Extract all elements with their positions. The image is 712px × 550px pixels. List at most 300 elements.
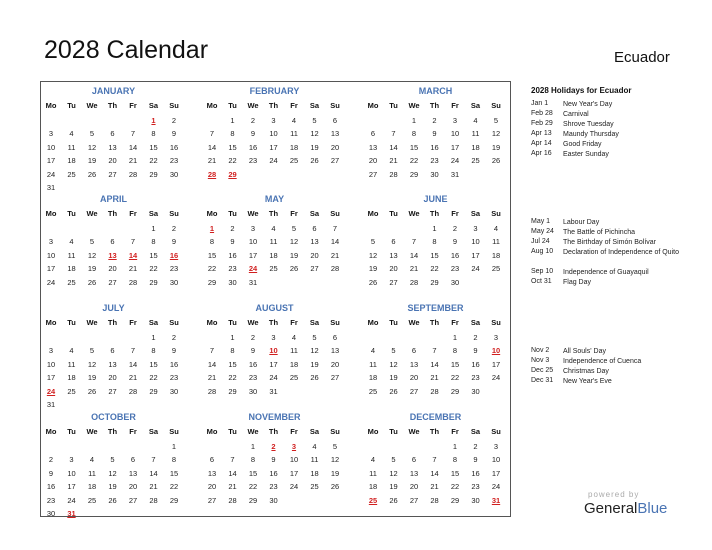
day-cell: 20 <box>409 482 419 492</box>
day-cell: 21 <box>389 156 398 166</box>
day-cell: 6 <box>370 129 376 139</box>
weekday-header: Su <box>169 209 179 218</box>
day-cell: 23 <box>248 156 258 166</box>
day-cell: 3 <box>452 116 458 125</box>
weekday-header: Su <box>330 101 340 110</box>
day-cell: 10 <box>471 237 480 247</box>
day-cell: 4 <box>271 224 276 233</box>
day-cell: 1 <box>151 333 156 342</box>
day-cell: 20 <box>368 156 378 166</box>
day-cell: 12 <box>108 468 117 478</box>
holiday-date: Sep 10 <box>531 268 554 275</box>
day-cell: 22 <box>149 264 158 274</box>
day-cell: 7 <box>130 237 136 247</box>
day-cell: 4 <box>291 116 297 125</box>
weekday-header: Mo <box>367 101 379 110</box>
day-cell: 7 <box>209 346 215 356</box>
day-cell: 18 <box>368 482 378 492</box>
day-cell: 24 <box>269 156 278 166</box>
day-cell: 22 <box>430 264 439 274</box>
month-name: AUGUST <box>255 303 294 313</box>
holiday-date: Dec 25 <box>531 367 554 374</box>
day-cell: 29 <box>169 495 179 505</box>
weekday-header: Tu <box>228 427 237 436</box>
day-cell: 19 <box>87 156 97 166</box>
weekday-header: We <box>86 318 98 327</box>
day-cell: 4 <box>473 116 478 125</box>
day-cell: 7 <box>209 129 215 139</box>
day-cell: 27 <box>108 277 117 287</box>
day-cell: 19 <box>330 468 340 478</box>
day-cell: 22 <box>248 482 258 492</box>
day-cell: 22 <box>169 482 179 492</box>
day-cell: 2 <box>171 333 177 342</box>
day-cell: 17 <box>46 264 56 274</box>
day-cell: 11 <box>67 359 76 369</box>
day-cell: 7 <box>411 237 417 247</box>
day-cell: 19 <box>368 264 378 274</box>
day-cell: 14 <box>207 142 217 152</box>
day-cell: 23 <box>248 373 258 383</box>
holiday-date: Nov 3 <box>531 357 550 364</box>
day-cell: 18 <box>269 250 278 260</box>
day-cell: 16 <box>248 142 258 152</box>
day-cell: 26 <box>87 169 97 179</box>
month-name: NOVEMBER <box>248 412 301 422</box>
weekday-header: Sa <box>148 318 159 327</box>
day-cell: 20 <box>128 482 138 492</box>
weekday-header: Fr <box>451 101 459 110</box>
day-cell: 13 <box>330 129 340 139</box>
day-cell: 10 <box>46 359 56 369</box>
month-december <box>363 412 508 517</box>
weekday-header: Su <box>330 209 340 218</box>
day-cell: 26 <box>389 386 398 396</box>
day-cell: 16 <box>228 250 237 260</box>
day-cell: 4 <box>370 455 376 465</box>
weekday-header: Fr <box>129 101 137 110</box>
day-cell: 4 <box>370 346 376 356</box>
weekday-header: Tu <box>67 318 76 327</box>
day-cell: 27 <box>409 495 419 505</box>
day-cell: 2 <box>48 455 54 465</box>
day-cell: 15 <box>207 250 217 260</box>
day-cell: 26 <box>289 264 299 274</box>
day-cell: 30 <box>430 169 439 179</box>
weekday-header: Sa <box>148 427 159 436</box>
day-cell: 26 <box>310 156 319 166</box>
day-cell: 17 <box>67 482 76 492</box>
weekday-header: We <box>247 427 259 436</box>
day-cell: 10 <box>289 455 299 465</box>
page-title: 2028 Calendar <box>44 36 209 64</box>
month-name: OCTOBER <box>91 412 136 422</box>
day-cell: 6 <box>209 455 215 465</box>
day-cell: 27 <box>330 373 340 383</box>
weekday-header: Sa <box>148 101 159 110</box>
holiday-day: 14 <box>128 250 138 260</box>
weekday-header: Sa <box>470 427 481 436</box>
day-cell: 26 <box>87 277 97 287</box>
weekday-header: We <box>408 427 420 436</box>
day-cell: 5 <box>110 455 115 465</box>
day-cell: 25 <box>491 264 501 274</box>
day-cell: 9 <box>171 129 177 139</box>
day-cell: 20 <box>108 156 117 166</box>
holiday-date: Feb 28 <box>531 110 553 117</box>
weekday-header: Fr <box>451 209 459 218</box>
weekday-header: Su <box>169 427 179 436</box>
day-cell: 4 <box>493 224 499 233</box>
day-cell: 19 <box>289 250 299 260</box>
weekday-header: Fr <box>290 101 298 110</box>
weekday-header: Fr <box>290 209 298 218</box>
day-cell: 6 <box>110 346 115 356</box>
day-cell: 7 <box>130 346 136 356</box>
weekday-header: Su <box>169 101 179 110</box>
weekday-header: Mo <box>206 101 218 110</box>
day-cell: 4 <box>312 442 317 451</box>
day-cell: 2 <box>230 224 235 233</box>
weekday-header: Su <box>491 209 501 218</box>
day-cell: 3 <box>271 116 276 125</box>
day-cell: 17 <box>46 373 56 383</box>
day-cell: 23 <box>228 264 237 274</box>
day-cell: 19 <box>310 142 319 152</box>
holiday-date: Apr 14 <box>531 140 552 147</box>
day-cell: 1 <box>151 224 156 233</box>
day-cell: 18 <box>289 142 299 152</box>
holidays-title: 2028 Holidays for Ecuador <box>531 86 632 95</box>
day-cell: 25 <box>471 156 480 166</box>
day-cell: 15 <box>409 142 419 152</box>
day-cell: 29 <box>207 277 217 287</box>
day-cell: 12 <box>87 359 97 369</box>
day-cell: 9 <box>271 455 276 465</box>
day-cell: 30 <box>169 169 179 179</box>
day-cell: 13 <box>389 250 398 260</box>
month-name: APRIL <box>100 194 127 204</box>
day-cell: 21 <box>128 156 138 166</box>
day-cell: 30 <box>269 495 278 505</box>
day-cell: 7 <box>432 455 437 465</box>
day-cell: 5 <box>493 116 499 125</box>
day-cell: 18 <box>289 359 299 369</box>
weekday-header: Sa <box>470 209 481 218</box>
weekday-header: We <box>408 101 420 110</box>
day-cell: 28 <box>128 277 138 287</box>
weekday-header: Th <box>429 209 440 218</box>
weekday-header: Tu <box>228 318 237 327</box>
holiday-date: Aug 10 <box>531 248 554 255</box>
holiday-name: Easter Sunday <box>563 151 609 158</box>
month-may <box>202 194 347 299</box>
day-cell: 9 <box>230 237 235 247</box>
holiday-date: Nov 2 <box>531 347 550 354</box>
day-cell: 23 <box>269 482 278 492</box>
holiday-name: New Year's Day <box>563 101 613 108</box>
day-cell: 1 <box>411 116 417 125</box>
day-cell: 18 <box>67 156 76 166</box>
day-cell: 13 <box>368 142 378 152</box>
brand-blue: Blue <box>637 500 668 517</box>
day-cell: 27 <box>310 264 319 274</box>
day-cell: 5 <box>291 224 297 233</box>
day-cell: 31 <box>269 386 278 396</box>
weekday-header: We <box>408 209 420 218</box>
day-cell: 13 <box>310 237 319 247</box>
day-cell: 5 <box>391 455 396 465</box>
day-cell: 1 <box>432 224 437 233</box>
day-cell: 19 <box>389 373 398 383</box>
weekday-header: Mo <box>206 427 218 436</box>
weekday-header: Mo <box>45 209 57 218</box>
holiday-day: 28 <box>207 169 217 179</box>
day-cell: 14 <box>228 468 237 478</box>
day-cell: 23 <box>450 264 460 274</box>
day-cell: 10 <box>269 129 278 139</box>
day-cell: 23 <box>169 264 179 274</box>
day-cell: 6 <box>411 346 417 356</box>
holiday-date: Jul 24 <box>531 238 550 245</box>
day-cell: 18 <box>491 250 501 260</box>
day-cell: 22 <box>149 373 158 383</box>
month-july <box>41 303 186 408</box>
day-cell: 7 <box>432 346 437 356</box>
day-cell: 3 <box>473 224 478 233</box>
day-cell: 8 <box>209 237 215 247</box>
weekday-header: Th <box>429 318 440 327</box>
day-cell: 29 <box>430 277 439 287</box>
day-cell: 9 <box>250 129 256 139</box>
weekday-header: Fr <box>290 427 298 436</box>
holiday-day: 1 <box>209 224 215 233</box>
weekday-header: Fr <box>451 427 459 436</box>
day-cell: 24 <box>471 264 480 274</box>
weekday-header: We <box>86 101 98 110</box>
day-cell: 12 <box>310 129 319 139</box>
day-cell: 20 <box>108 373 117 383</box>
day-cell: 11 <box>67 142 76 152</box>
holiday-day: 24 <box>46 386 56 396</box>
holiday-name: Declaration of Independence of Quito <box>563 249 679 256</box>
day-cell: 13 <box>108 359 117 369</box>
day-cell: 10 <box>46 142 56 152</box>
day-cell: 31 <box>248 277 258 287</box>
day-cell: 16 <box>450 250 460 260</box>
day-cell: 23 <box>46 495 56 505</box>
day-cell: 25 <box>289 156 299 166</box>
day-cell: 28 <box>389 169 398 179</box>
day-cell: 20 <box>330 359 340 369</box>
weekday-header: Tu <box>389 427 398 436</box>
day-cell: 22 <box>450 373 460 383</box>
holiday-day: 3 <box>291 442 297 451</box>
weekday-header: Fr <box>290 318 298 327</box>
day-cell: 19 <box>389 482 398 492</box>
day-cell: 20 <box>207 482 217 492</box>
day-cell: 1 <box>230 116 235 125</box>
day-cell: 31 <box>46 183 56 192</box>
day-cell: 25 <box>310 482 319 492</box>
day-cell: 29 <box>149 386 158 396</box>
day-cell: 25 <box>87 495 97 505</box>
day-cell: 28 <box>430 495 439 505</box>
day-cell: 21 <box>228 482 237 492</box>
weekday-header: Tu <box>389 209 398 218</box>
weekday-header: Mo <box>45 101 57 110</box>
day-cell: 4 <box>69 346 74 356</box>
day-cell: 15 <box>149 142 158 152</box>
day-cell: 24 <box>491 482 501 492</box>
day-cell: 16 <box>46 482 56 492</box>
day-cell: 15 <box>228 359 237 369</box>
weekday-header: Sa <box>309 427 320 436</box>
weekday-header: We <box>247 101 259 110</box>
day-cell: 28 <box>228 495 237 505</box>
generalblue-logo[interactable] <box>584 500 667 517</box>
day-cell: 14 <box>430 468 439 478</box>
day-cell: 20 <box>330 142 340 152</box>
day-cell: 2 <box>171 116 177 125</box>
day-cell: 12 <box>491 129 501 139</box>
weekday-header: Th <box>429 101 440 110</box>
day-cell: 22 <box>228 373 237 383</box>
day-cell: 12 <box>87 250 97 260</box>
month-january <box>41 86 186 191</box>
day-cell: 6 <box>312 224 317 233</box>
weekday-header: Mo <box>45 318 57 327</box>
day-cell: 15 <box>450 359 460 369</box>
day-cell: 29 <box>149 277 158 287</box>
weekday-header: Mo <box>367 209 379 218</box>
day-cell: 17 <box>269 359 278 369</box>
day-cell: 16 <box>248 359 258 369</box>
day-cell: 17 <box>491 468 501 478</box>
day-cell: 24 <box>46 169 56 179</box>
day-cell: 1 <box>250 442 256 451</box>
day-cell: 23 <box>430 156 439 166</box>
month-june <box>363 194 508 299</box>
month-name: DECEMBER <box>409 412 462 422</box>
day-cell: 12 <box>330 455 340 465</box>
holiday-name: The Battle of Pichincha <box>563 229 635 236</box>
day-cell: 1 <box>452 333 458 342</box>
weekday-header: Th <box>107 209 118 218</box>
holiday-date: Oct 31 <box>531 278 552 285</box>
month-name: JUNE <box>423 194 448 204</box>
weekday-header: Th <box>268 209 279 218</box>
day-cell: 28 <box>330 264 340 274</box>
day-cell: 6 <box>391 237 396 247</box>
weekday-header: Sa <box>470 101 481 110</box>
day-cell: 9 <box>432 129 437 139</box>
day-cell: 3 <box>493 333 499 342</box>
day-cell: 27 <box>207 495 217 505</box>
day-cell: 21 <box>128 264 138 274</box>
day-cell: 15 <box>149 359 158 369</box>
day-cell: 5 <box>312 333 317 342</box>
day-cell: 3 <box>48 129 54 139</box>
day-cell: 9 <box>171 237 177 247</box>
day-cell: 31 <box>46 400 56 409</box>
weekday-header: Su <box>491 318 501 327</box>
day-cell: 29 <box>450 386 460 396</box>
calendar-grid <box>40 81 511 517</box>
day-cell: 25 <box>67 277 76 287</box>
day-cell: 4 <box>69 129 74 139</box>
weekday-header: Sa <box>309 318 320 327</box>
day-cell: 10 <box>450 129 460 139</box>
day-cell: 16 <box>169 359 179 369</box>
day-cell: 20 <box>409 373 419 383</box>
day-cell: 25 <box>368 386 378 396</box>
day-cell: 29 <box>228 386 237 396</box>
day-cell: 30 <box>450 277 460 287</box>
day-cell: 9 <box>250 346 256 356</box>
day-cell: 26 <box>87 386 97 396</box>
weekday-header: We <box>86 209 98 218</box>
day-cell: 19 <box>491 142 501 152</box>
day-cell: 2 <box>473 333 478 342</box>
weekday-header: We <box>247 318 259 327</box>
weekday-header: Tu <box>389 318 398 327</box>
day-cell: 17 <box>471 250 480 260</box>
holiday-day: 13 <box>108 250 117 260</box>
powered-by-text: powered by <box>588 490 640 499</box>
day-cell: 31 <box>450 169 460 179</box>
day-cell: 21 <box>149 482 158 492</box>
day-cell: 6 <box>332 116 338 125</box>
day-cell: 25 <box>269 264 278 274</box>
weekday-header: Sa <box>148 209 159 218</box>
holiday-day: 25 <box>368 495 378 505</box>
holiday-name: Good Friday <box>563 141 602 148</box>
day-cell: 16 <box>471 468 480 478</box>
day-cell: 3 <box>271 333 276 342</box>
day-cell: 26 <box>389 495 398 505</box>
day-cell: 6 <box>332 333 338 342</box>
holiday-day: 10 <box>491 346 501 356</box>
day-cell: 28 <box>430 386 439 396</box>
day-cell: 21 <box>430 482 439 492</box>
month-september <box>363 303 508 408</box>
day-cell: 6 <box>110 237 115 247</box>
day-cell: 2 <box>473 442 478 451</box>
weekday-header: Mo <box>367 427 379 436</box>
day-cell: 14 <box>409 250 419 260</box>
day-cell: 1 <box>230 333 235 342</box>
weekday-header: Mo <box>206 209 218 218</box>
holiday-day: 29 <box>228 169 237 179</box>
weekday-header: Su <box>491 101 501 110</box>
holiday-name: Carnival <box>563 111 589 118</box>
day-cell: 22 <box>450 482 460 492</box>
day-cell: 24 <box>46 277 56 287</box>
holiday-name: Shrove Tuesday <box>563 121 614 128</box>
day-cell: 19 <box>310 359 319 369</box>
day-cell: 27 <box>128 495 138 505</box>
day-cell: 8 <box>230 129 235 139</box>
day-cell: 29 <box>248 495 258 505</box>
day-cell: 2 <box>250 333 256 342</box>
day-cell: 27 <box>409 386 419 396</box>
holiday-date: Dec 31 <box>531 377 554 384</box>
day-cell: 11 <box>269 237 278 247</box>
holiday-name: Labour Day <box>563 219 600 226</box>
day-cell: 17 <box>289 468 299 478</box>
day-cell: 26 <box>108 495 117 505</box>
